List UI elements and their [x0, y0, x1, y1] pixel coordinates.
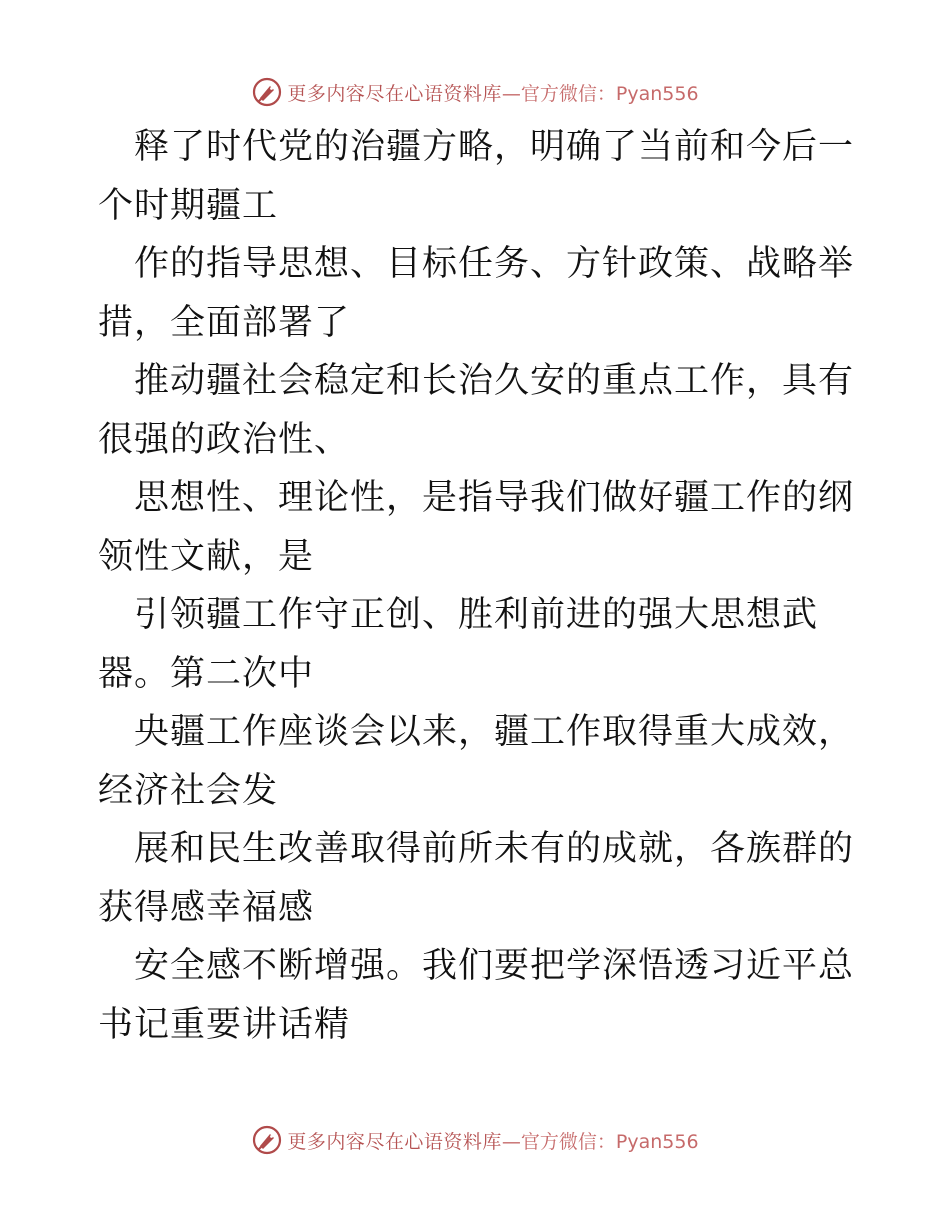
banner-brand-text: 更多内容尽在心语资料库 — [287, 1130, 502, 1153]
banner-contact-text: —官方微信：Pyan556 — [501, 1130, 699, 1153]
paragraph: 展和民生改善取得前所未有的成就，各族群的获得感幸福感 — [98, 829, 855, 928]
pen-nib-logo-icon — [251, 76, 283, 108]
header-banner — [0, 72, 950, 112]
footer-banner — [0, 1120, 950, 1160]
banner-brand-text: 更多内容尽在心语资料库 — [287, 82, 502, 105]
paragraph: 作的指导思想、目标任务、方针政策、战略举措，全面部署了 — [98, 244, 855, 343]
body-text — [98, 118, 858, 1054]
paragraph: 思想性、理论性，是指导我们做好疆工作的纲领性文献，是 — [98, 478, 855, 577]
paragraph: 引领疆工作守正创、胜利前进的强大思想武器。第二次中 — [98, 595, 819, 694]
paragraph: 释了时代党的治疆方略，明确了当前和今后一个时期疆工 — [98, 127, 855, 226]
paragraph: 央疆工作座谈会以来，疆工作取得重大成效，经济社会发 — [98, 712, 855, 811]
banner-contact-text: —官方微信：Pyan556 — [501, 82, 699, 105]
paragraph: 推动疆社会稳定和长治久安的重点工作，具有很强的政治性、 — [98, 361, 855, 460]
pen-nib-logo-icon — [251, 1124, 283, 1156]
paragraph: 安全感不断增强。我们要把学深悟透习近平总书记重要讲话精 — [98, 946, 855, 1045]
